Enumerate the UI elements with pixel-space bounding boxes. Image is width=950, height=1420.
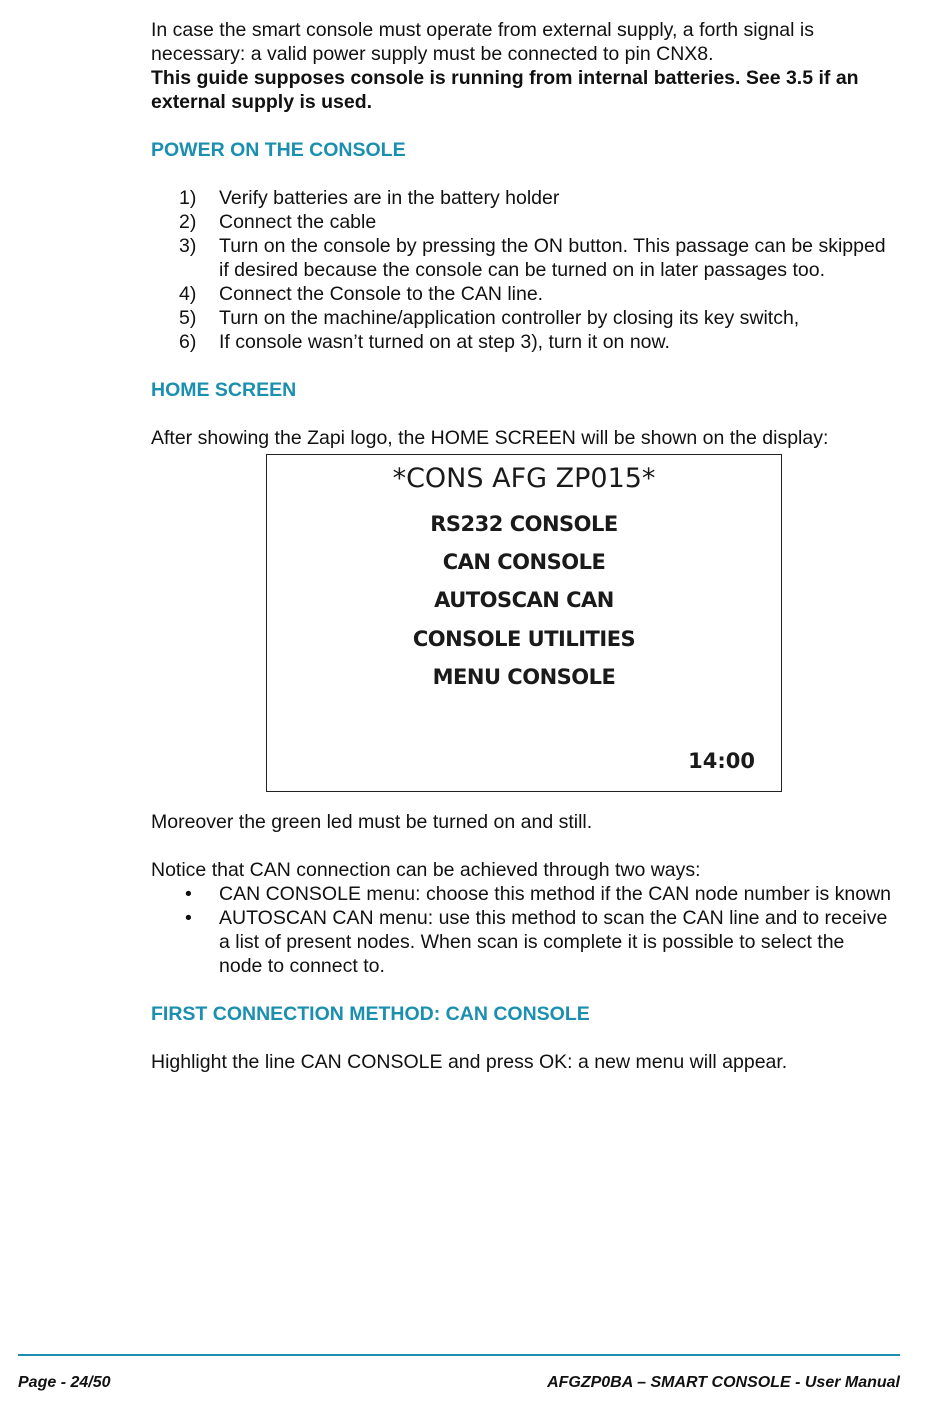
step-number: 5)	[179, 307, 197, 329]
list-item	[179, 186, 891, 210]
step-number: 3)	[179, 235, 197, 257]
connection-ways-list	[151, 882, 891, 978]
list-item	[179, 906, 891, 978]
page-content	[151, 18, 891, 1074]
list-item	[179, 330, 891, 354]
bullet: •	[185, 883, 192, 905]
first-method-text: Highlight the line CAN CONSOLE and press OK: a new menu will appear.	[151, 1051, 788, 1073]
console-display-screenshot	[266, 454, 782, 792]
way-text: AUTOSCAN CAN menu: use this method to scan the CAN line and to receive a list of present nodes. When scan is complete it is possible to select the node to connect to.	[219, 907, 888, 977]
home-screen-intro: After showing the Zapi logo, the HOME SCREEN will be shown on the display:	[151, 427, 829, 449]
step-text: If console wasn’t turned on at step 3), turn it on now.	[219, 331, 670, 353]
ways-intro: Notice that CAN connection can be achieved through two ways:	[151, 859, 701, 881]
display-menu-item-rs232-console: RS232 CONSOLE	[430, 512, 618, 536]
list-item	[179, 210, 891, 234]
step-text: Turn on the console by pressing the ON button. This passage can be skipped if desired because the console can be turned on in later passages too.	[219, 235, 886, 281]
section-title-first-method: FIRST CONNECTION METHOD: CAN CONSOLE	[151, 1003, 590, 1025]
step-text: Turn on the machine/application controller by closing its key switch,	[219, 307, 800, 329]
step-number: 6)	[179, 331, 197, 353]
step-text: Connect the Console to the CAN line.	[219, 283, 544, 305]
step-text: Verify batteries are in the battery holder	[219, 187, 560, 209]
power-on-steps	[151, 186, 891, 354]
display-clock: 14:00	[688, 749, 755, 773]
intro-paragraph: In case the smart console must operate from external supply, a forth signal is necessary: a valid power supply must be connected to pin CNX8.	[151, 19, 814, 65]
display-menu-item-can-console: CAN CONSOLE	[442, 550, 606, 574]
list-item	[179, 234, 891, 282]
step-number: 2)	[179, 211, 197, 233]
list-item	[179, 282, 891, 306]
intro-bold-note: This guide supposes console is running from internal batteries. See 3.5 if an external supply is used.	[151, 67, 859, 113]
footer-divider	[18, 1354, 900, 1356]
display-menu-item-menu-console: MENU CONSOLE	[432, 665, 616, 689]
step-text: Connect the cable	[219, 211, 377, 233]
footer-manual-title: AFGZP0BA – SMART CONSOLE - User Manual	[547, 1374, 900, 1391]
display-menu-item-console-utilities: CONSOLE UTILITIES	[412, 627, 636, 651]
list-item	[179, 882, 891, 906]
step-number: 1)	[179, 187, 197, 209]
section-title-power-on: POWER ON THE CONSOLE	[151, 139, 406, 161]
bullet: •	[185, 907, 192, 929]
display-menu-item-autoscan-can: AUTOSCAN CAN	[434, 588, 614, 612]
way-text: CAN CONSOLE menu: choose this method if the CAN node number is known	[219, 883, 891, 905]
list-item	[179, 306, 891, 330]
step-number: 4)	[179, 283, 197, 305]
footer-page-number: Page - 24/50	[18, 1374, 111, 1391]
display-title: *CONS AFG ZP015*	[392, 463, 656, 494]
led-note: Moreover the green led must be turned on and still.	[151, 811, 593, 833]
section-title-home-screen: HOME SCREEN	[151, 379, 297, 401]
